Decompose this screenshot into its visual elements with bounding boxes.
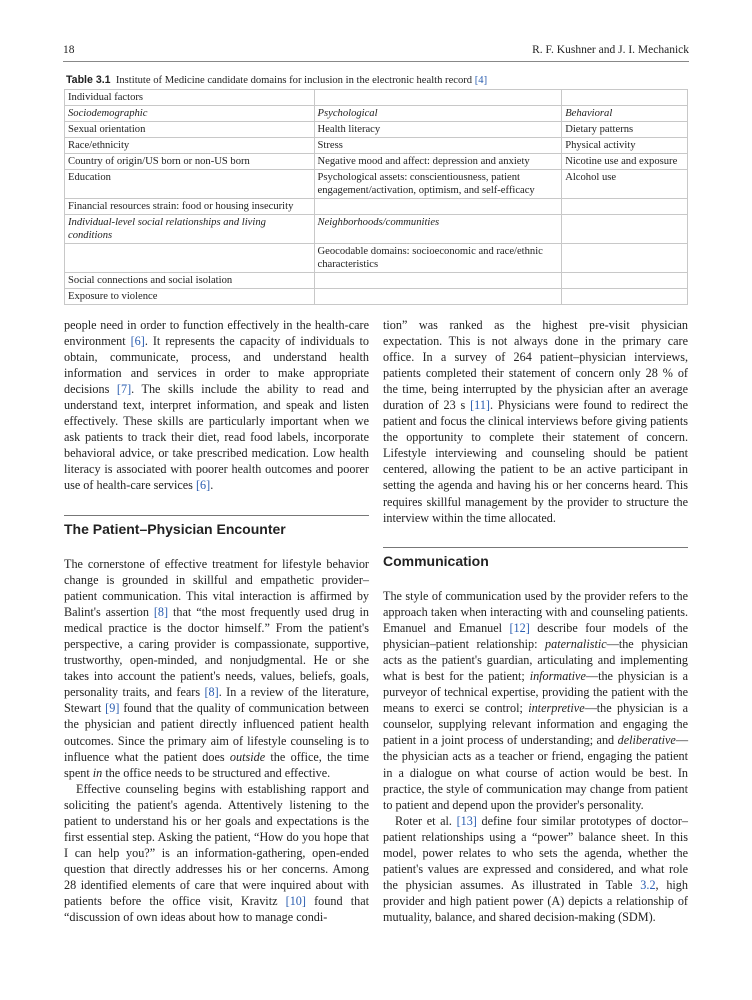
ref-6b[interactable]: [6]	[195, 478, 211, 493]
left-column	[64, 317, 369, 494]
table-cell: Psychological	[314, 106, 562, 122]
section-heading-patient-physician: The Patient–Physician Encounter	[64, 521, 286, 537]
right-column-body	[383, 588, 688, 925]
table-cell	[314, 273, 562, 289]
ref-13[interactable]: [13]	[456, 813, 477, 828]
table-caption-text: Institute of Medicine candidate domains for inclusion in the electronic health record	[115, 75, 473, 86]
table-cell: Dietary patterns	[562, 122, 688, 138]
ref-6[interactable]: [6]	[130, 334, 145, 349]
header-rule	[63, 61, 689, 62]
table-cell	[65, 244, 315, 273]
section-heading-communication: Communication	[383, 553, 489, 569]
table-cell: Social connections and social isolation	[65, 273, 315, 289]
table-cell: Individual factors	[65, 90, 315, 106]
table-row	[65, 122, 688, 138]
table-cell: Individual-level social relationships and living conditions	[65, 215, 315, 244]
table-cell: Behavioral	[562, 106, 688, 122]
right-para-2: The style of communication used by the provider refers to the approach taken when interacting with and counseling patients. Emanuel and Emanuel [12] describe four models of the physician–patient relationship: paternalistic—the physician acts as the patient's guardian, articulating and implementing what is best for the patient; informative—the physician is a purveyor of technical expertise, providing the patient with the means to exerci se control; interpretive—the physician is a counselor, supplying relevant information and engaging the patient in a joint process of understanding; and deliberative—the physician acts as a teacher or friend, engaging the patient in a dialogue on what course of action would be best. In practice, the style of communication may change from patient to patient and depend upon the provider's personality.	[383, 589, 689, 812]
table-cell: Alcohol use	[562, 170, 688, 199]
table-row	[65, 289, 688, 305]
right-column	[383, 317, 688, 526]
right-para-3: Roter et al. [13] define four similar prototypes of doctor–patient relationships using a “power” balance sheet. In this model, power relates to who sets the agenda, whether the patient's values are expressed and considered, and what role the physician assumes. As illustrated in Table 3.2, high provider and high patient power (A) depicts a relationship of mutuality, balance, and shared decision-making (SDM).	[383, 813, 688, 924]
table-row	[65, 170, 688, 199]
ref-11[interactable]: [11]	[470, 398, 490, 413]
ref-9[interactable]: [9]	[105, 701, 120, 716]
table-cell	[562, 289, 688, 305]
ref-12[interactable]: [12]	[509, 621, 530, 636]
left-para-2: The cornerstone of effective treatment for lifestyle behavior change is grounded in skillful and empathetic provider–patient communication. This vital interaction is affirmed by Balint's assertion [8] that “the most frequently used drug in medical practice is the doctor himself.” From the patient's perspective, a caring provider is compassionate, supportive, trustworthy, open-minded, and nonjudgmental. He or she takes into account the patient's needs, values, beliefs, goals, personality traits, and fears [8]. In a review of the literature, Stewart [9] found that the quality of communication between the physician and patient directly influenced patient health outcomes. Since the primary aim of lifestyle counseling is to influence what the patient does outside the office, the time spent in the office needs to be structured and effective.	[64, 557, 369, 780]
running-head: R. F. Kushner and J. I. Mechanick	[532, 44, 689, 56]
table-row	[65, 90, 688, 106]
table-cell	[314, 199, 562, 215]
table-row	[65, 154, 688, 170]
table-cell: Education	[65, 170, 315, 199]
section-rule-left	[64, 515, 369, 516]
table-caption-ref[interactable]: [4]	[474, 75, 488, 86]
table-cell: Negative mood and affect: depression and anxiety	[314, 154, 562, 170]
left-para-1: people need in order to function effectively in the health-care environment [6]. It represents the capacity of individuals to obtain, communicate, process, and understand health information and services in order to make appropriate decisions [7]. The skills include the ability to read and understand text, interpret information, and speak and listen effectively. These skills are particularly important when we ask patients to track their diet, read food labels, incorporate behavioral advice, or take prescribed medication. Low health literacy is associated with poorer health outcomes and poorer use of health-care services [6].	[64, 318, 370, 493]
table-cell: Sexual orientation	[65, 122, 315, 138]
table-3-1	[64, 89, 688, 305]
table-cell	[562, 273, 688, 289]
table-cell: Health literacy	[314, 122, 562, 138]
left-column-body	[64, 556, 369, 925]
table-cell: Country of origin/US born or non-US born	[65, 154, 315, 170]
table-cell: Stress	[314, 138, 562, 154]
table-row	[65, 199, 688, 215]
table-cell: Physical activity	[562, 138, 688, 154]
table-row	[65, 138, 688, 154]
table-cell: Financial resources strain: food or housing insecurity	[65, 199, 315, 215]
table-cell: Psychological assets: conscientiousness, patient engagement/activation, optimism, and self-efficacy	[314, 170, 562, 199]
right-para-1: tion” was ranked as the highest pre-visit physician expectation. This is not always done in the primary care office. In a survey of 264 patient–physician interviews, patients completed their statement of concern only 28 % of the time, being interrupted by the physician after an average duration of 23 s [11]. Physicians were found to redirect the patient and focus the clinical interviews before giving patients the opportunity to complete their statement of concern. Lifestyle interviewing and counseling should be patient centered, allowing the patient to be an active participant in setting the agenda and having his or her concerns heard. This requires skillful management by the provider to structure the interview within the time allocated.	[383, 318, 688, 525]
table-row	[65, 273, 688, 289]
table-cell: Race/ethnicity	[65, 138, 315, 154]
section-rule-right	[383, 547, 688, 548]
table-caption	[66, 74, 487, 86]
table-cell: Geocodable domains: socioeconomic and race/ethnic characteristics	[314, 244, 562, 273]
table-3-2-link[interactable]: 3.2	[640, 877, 656, 892]
table-row	[65, 244, 688, 273]
table-caption-label: Table 3.1	[66, 74, 111, 86]
table-cell: Exposure to violence	[65, 289, 315, 305]
table-cell	[314, 289, 562, 305]
ref-7[interactable]: [7]	[116, 382, 132, 397]
table-cell: Nicotine use and exposure	[562, 154, 688, 170]
table-row	[65, 215, 688, 244]
ref-8b[interactable]: [8]	[204, 685, 219, 700]
ref-10[interactable]: [10]	[285, 893, 306, 908]
table-cell	[562, 215, 688, 244]
table-cell: Sociodemographic	[65, 106, 315, 122]
table-row	[65, 106, 688, 122]
table-cell	[562, 199, 688, 215]
table-cell	[562, 90, 688, 106]
left-para-3: Effective counseling begins with establishing rapport and soliciting the patient's agenda. Attentively listening to the patient to understand his or her goals and expectations is the first essential step. Asking the patient, “How do you hope that I can help you?” is an information-gathering, open-ended question that directly addresses his or her concerns. Among 28 identified elements of care that were inquired about with patients before the office visit, Kravitz [10] found that “discussion of own ideas about how to manage condi-	[64, 781, 369, 925]
table-cell	[562, 244, 688, 273]
page-number: 18	[63, 44, 75, 56]
table-cell	[314, 90, 562, 106]
table-cell: Neighborhoods/communities	[314, 215, 562, 244]
ref-8[interactable]: [8]	[153, 605, 169, 620]
